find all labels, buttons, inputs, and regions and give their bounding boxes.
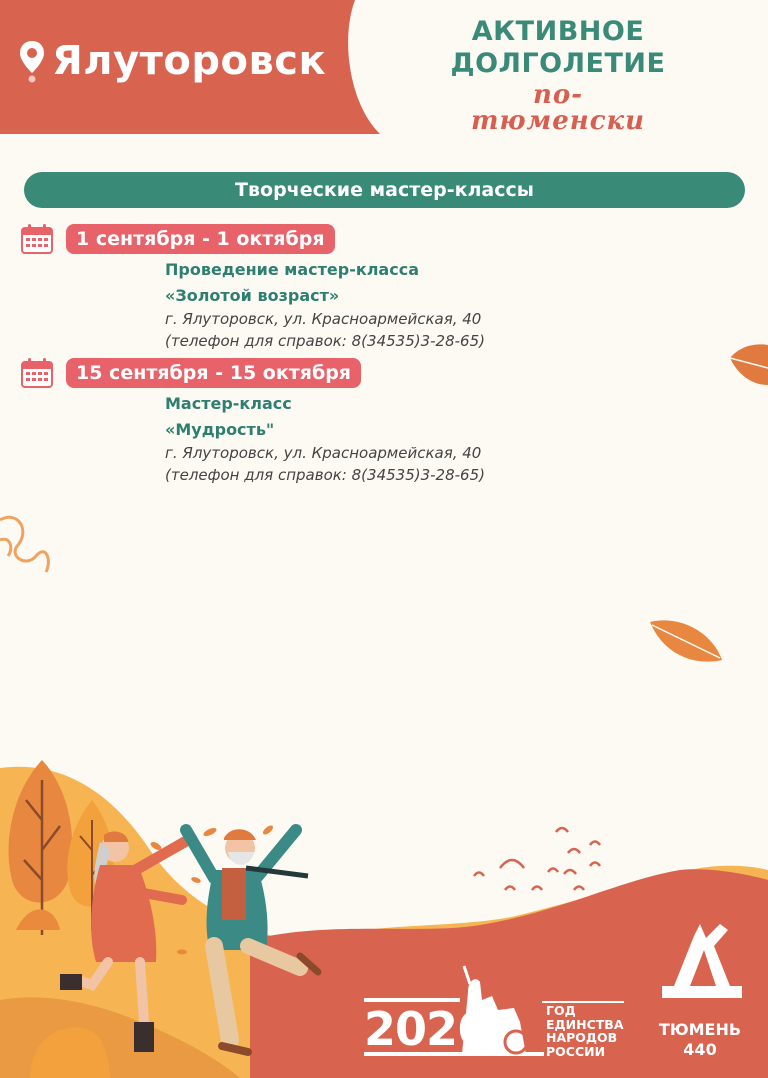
brand-line-2: ДОЛГОЛЕТИЕ (450, 48, 666, 79)
swirl-decoration (0, 517, 48, 572)
leaf-icon (730, 344, 768, 385)
brand-line-3: по-тюменски (470, 80, 646, 136)
year-caption (546, 1004, 624, 1058)
event-title-line-2: «Золотой возраст» (165, 286, 340, 305)
tyumen-label: ТЮМЕНЬ (658, 1020, 742, 1039)
brand-line-1: АКТИВНОЕ (471, 16, 645, 47)
event-phone: (телефон для справок: 8(34535)3-28-65) (165, 332, 485, 350)
section-title: Творческие мастер-классы (235, 179, 534, 201)
year-number: 2026 (364, 1002, 489, 1056)
event-title-line-1: Проведение мастер-класса (165, 260, 419, 279)
event-title-line-1: Мастер-класс (165, 394, 292, 413)
year-caption-line: РОССИИ (546, 1043, 606, 1059)
year-caption-line: ЕДИНСТВА (546, 1016, 624, 1032)
tyumen-number: 440 (683, 1040, 717, 1059)
year-caption-line: ГОД (546, 1003, 576, 1018)
event-date: 15 сентября - 15 октября (66, 358, 361, 388)
event-address: г. Ялуторовск, ул. Красноармейская, 40 (165, 310, 482, 328)
city-name: Ялуторовск (52, 38, 327, 84)
year-of-unity-logo (364, 962, 634, 1062)
arc-decorations (474, 828, 600, 890)
tyumen-logo (645, 1020, 755, 1060)
event-date: 1 сентября - 1 октября (66, 224, 335, 254)
leaf-icon (650, 620, 722, 661)
year-caption-line: НАРОДОВ (546, 1030, 618, 1045)
event-phone: (телефон для справок: 8(34535)3-28-65) (165, 466, 485, 484)
event-address: г. Ялуторовск, ул. Красноармейская, 40 (165, 444, 482, 462)
event-title-line-2: «Мудрость" (165, 420, 275, 439)
